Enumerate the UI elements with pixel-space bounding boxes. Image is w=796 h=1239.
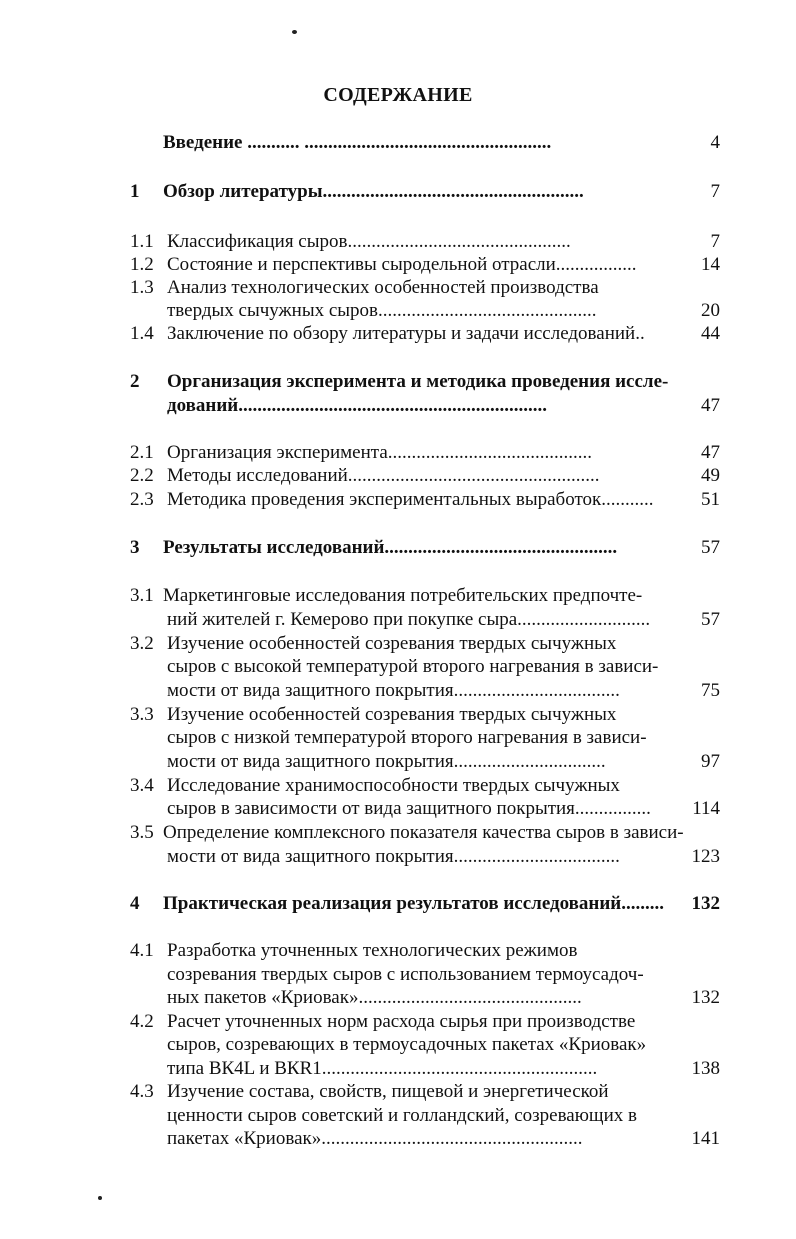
toc-page: 138 <box>691 1058 720 1079</box>
toc-entry: Заключение по обзору литературы и задачи исследований.. <box>167 323 645 344</box>
toc-number: 3.5 <box>130 822 154 843</box>
toc-section-title: Результаты исследований................................................. <box>163 537 618 558</box>
toc-page: 132 <box>691 893 720 914</box>
toc-page: 4 <box>710 132 720 153</box>
toc-entry: Исследование хранимоспособности твердых сычужных <box>167 775 620 796</box>
toc-number: 3.3 <box>130 704 154 725</box>
toc-number: 4.3 <box>130 1081 154 1102</box>
toc-page: 20 <box>701 300 720 321</box>
toc-entry: мости от вида защитного покрытия................................... <box>167 680 620 701</box>
toc-entry: Анализ технологических особенностей производства <box>167 277 599 298</box>
toc-entry: ных пакетов «Криовак»............................................... <box>167 987 582 1008</box>
toc-entry: Методы исследований..................................................... <box>167 465 600 486</box>
toc-section-title: дований................................................................. <box>167 395 547 416</box>
toc-number: 2.2 <box>130 465 154 486</box>
toc-number: 2.1 <box>130 442 154 463</box>
toc-entry: Изучение состава, свойств, пищевой и энергетической <box>167 1081 609 1102</box>
toc-entry: мости от вида защитного покрытия................................ <box>167 751 606 772</box>
toc-entry: Изучение особенностей созревания твердых сычужных <box>167 633 617 654</box>
toc-page: 57 <box>701 609 720 630</box>
toc-page: 114 <box>692 798 720 819</box>
scan-speck <box>98 1196 102 1200</box>
toc-page: 132 <box>691 987 720 1008</box>
toc-page: 97 <box>701 751 720 772</box>
toc-number: 1.1 <box>130 231 154 252</box>
toc-number: 4.2 <box>130 1011 154 1032</box>
toc-intro: Введение ........... .................................................... <box>163 132 552 153</box>
toc-entry: Маркетинговые исследования потребительских предпочте- <box>163 585 643 606</box>
toc-number: 1 <box>130 181 140 202</box>
toc-entry: пакетах «Криовак»....................................................... <box>167 1128 583 1149</box>
toc-number: 1.3 <box>130 277 154 298</box>
toc-entry: мости от вида защитного покрытия................................... <box>167 846 620 867</box>
toc-page: 57 <box>701 537 720 558</box>
toc-page: 47 <box>701 395 720 416</box>
toc-section-title: Практическая реализация результатов исследований......... <box>163 893 664 914</box>
toc-entry: Определение комплексного показателя качества сыров в зависи- <box>163 822 684 843</box>
toc-section-title: Обзор литературы....................................................... <box>163 181 584 202</box>
page-title: СОДЕРЖАНИЕ <box>323 84 473 106</box>
toc-section-title: Организация эксперимента и методика проведения иссле- <box>167 371 669 392</box>
toc-page: 75 <box>701 680 720 701</box>
toc-entry: Разработка уточненных технологических режимов <box>167 940 578 961</box>
toc-entry: Состояние и перспективы сыродельной отрасли................. <box>167 254 637 275</box>
toc-entry: Расчет уточненных норм расхода сырья при производстве <box>167 1011 636 1032</box>
toc-number: 2.3 <box>130 489 154 510</box>
toc-entry: типа ВК4L и ВКR1.......................................................... <box>167 1058 598 1079</box>
toc-entry: ценности сыров советский и голландский, созревающих в <box>167 1105 637 1126</box>
toc-entry: сыров в зависимости от вида защитного покрытия................ <box>167 798 651 819</box>
toc-page: 47 <box>701 442 720 463</box>
toc-number: 3 <box>130 537 140 558</box>
toc-page: 44 <box>701 323 720 344</box>
toc-entry: сыров с высокой температурой второго нагревания в зависи- <box>167 656 659 677</box>
toc-number: 2 <box>130 371 140 392</box>
toc-page: 123 <box>691 846 720 867</box>
toc-page: 51 <box>701 489 720 510</box>
toc-number: 3.4 <box>130 775 154 796</box>
toc-entry: Методика проведения экспериментальных выработок........... <box>167 489 654 510</box>
toc-page: 7 <box>710 231 720 252</box>
toc-entry: Классификация сыров............................................... <box>167 231 571 252</box>
toc-entry: ний жителей г. Кемерово при покупке сыра............................ <box>167 609 651 630</box>
toc-page: 49 <box>701 465 720 486</box>
toc-entry: Организация эксперимента........................................... <box>167 442 593 463</box>
toc-page: 14 <box>701 254 720 275</box>
toc-page: 7 <box>710 181 720 202</box>
toc-number: 1.4 <box>130 323 154 344</box>
scan-speck <box>292 30 297 34</box>
toc-entry: Изучение особенностей созревания твердых сычужных <box>167 704 617 725</box>
toc-number: 1.2 <box>130 254 154 275</box>
toc-entry: созревания твердых сыров с использованием термоусадоч- <box>167 964 644 985</box>
toc-entry: сыров с низкой температурой второго нагревания в зависи- <box>167 727 647 748</box>
toc-number: 4.1 <box>130 940 154 961</box>
toc-entry: твердых сычужных сыров.............................................. <box>167 300 597 321</box>
toc-entry: сыров, созревающих в термоусадочных пакетах «Криовак» <box>167 1034 647 1055</box>
toc-number: 4 <box>130 893 140 914</box>
toc-number: 3.1 <box>130 585 154 606</box>
toc-page: 141 <box>691 1128 720 1149</box>
toc-number: 3.2 <box>130 633 154 654</box>
